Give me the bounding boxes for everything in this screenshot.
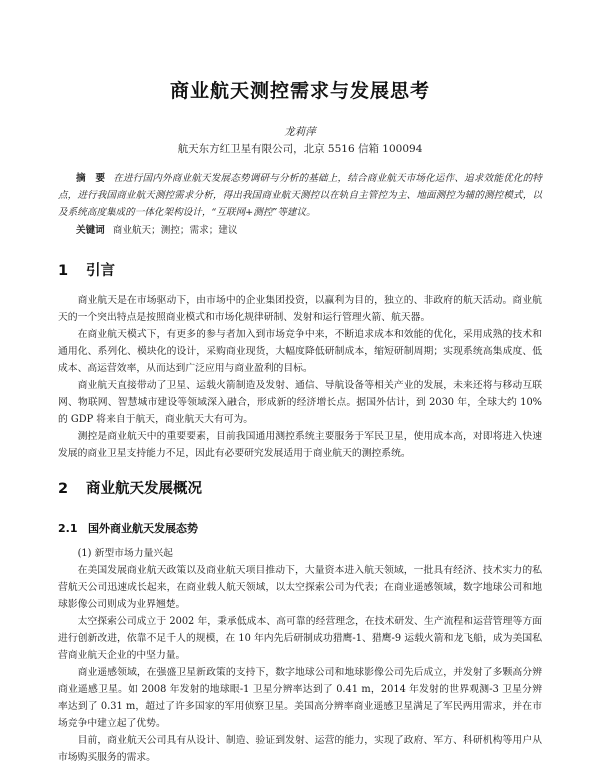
subsection-number: 2.1 [58,522,78,535]
paragraph: 在美国发展商业航天政策以及商业航天项目推动下，大量资本进入航天领域，一批具有经济、技术实力的私营航天公司迅速成长起来，在商业载人航天领域，以太空探索公司为代表；在商业遥感领域，数字地球公司和地球影像公司则成为业界翘楚。 [58,565,542,610]
section-title: 引言 [86,263,115,279]
keywords-label: 关键词 [76,225,105,236]
paragraph: 目前，商业航天公司具有从设计、制造、验证到发射、运营的能力，实现了政府、军方、科研机构等用户从市场购买服务的需求。 [58,735,542,763]
paragraph: 商业遥感领域，在强盛卫星新政策的支持下，数字地球公司和地球影像公司先后成立，并发射了多颗高分辨商业遥感卫星。如 2008 年发射的地球眼-1 卫星分辨率达到了 0.41 m，2014 年发射的世界观测-3 卫星分辨率达到了 0.31 m，超过了许多国家的军用侦察卫星。美国高分辨率商业遥感卫星满足了军民两用需求，并在市场竞争中建立起了优势。 [58,667,542,729]
section-title: 商业航天发展概况 [86,481,202,497]
paragraph: 在商业航天模式下，有更多的参与者加入到市场竞争中来，不断追求成本和效能的优化，采用成熟的技术和通用化、系列化、模块化的设计，采购商业现货，大幅度降低研制成本，缩短研制周期；实现系统高集成度、低成本、高运营效率，从而达到广泛应用与商业盈利的目标。 [58,329,542,374]
abstract [58,170,542,221]
paper-affiliation: 航天东方红卫星有限公司，北京 5516 信箱 100094 [177,143,423,155]
abstract-text: 在进行国内外商业航天发展态势调研与分析的基础上，结合商业航天市场化运作、追求效能优化的特点，进行我国商业航天测控需求分析，得出我国商业航天测控以在轨自主管控为主、地面测控为辅的测控模式，以及系统高度集成的一体化架构设计，“互联网+测控”等建议。 [58,173,543,218]
subsection-heading-2-1 [58,520,198,536]
subsection-title: 国外商业航天发展态势 [88,522,198,535]
paper-author: 龙莉萍 [284,126,316,138]
keywords [58,222,542,239]
paragraph: 商业航天直接带动了卫星、运载火箭制造及发射、通信、导航设备等相关产业的发展，未来还将与移动互联网、物联网、智慧城市建设等领域深入融合，形成新的经济增长点。据国外估计，到 2030 年，全球大约 10%的 GDP 将来自于航天，商业航天大有可为。 [58,380,542,425]
section-heading-2 [58,477,202,498]
list-item-heading: (1) 新型市场力量兴起 [77,548,173,559]
section-number: 1 [58,263,69,279]
paragraph: 商业航天是在市场驱动下，由市场中的企业集团投资，以赢利为目的，独立的、非政府的航天活动。商业航天的一个突出特点是按照商业模式和市场化规律研制、发射和运行管理火箭、航天器。 [58,295,542,323]
paragraph: 测控是商业航天中的重要要素，目前我国通用测控系统主要服务于军民卫星，使用成本高，对即将进入快速发展的商业卫星支持能力不足，因此有必要研究发展适用于商业航天的测控系统。 [58,431,542,459]
paragraph: 太空探索公司成立于 2002 年，秉承低成本、高可靠的经营理念，在技术研发、生产流程和运营管理等方面进行创新改进，依靠不足千人的规模，在 10 年内先后研制成功猎鹰-1、猎鹰-9 运载火箭和龙飞船，成为美国私营商业航天企业的中坚力量。 [58,616,542,661]
keywords-text: 商业航天；测控；需求；建议 [112,225,238,236]
section-heading-1 [58,259,115,280]
abstract-label: 摘 要 [76,173,106,184]
section-number: 2 [58,481,69,497]
paper-title: 商业航天测控需求与发展思考 [169,80,430,102]
